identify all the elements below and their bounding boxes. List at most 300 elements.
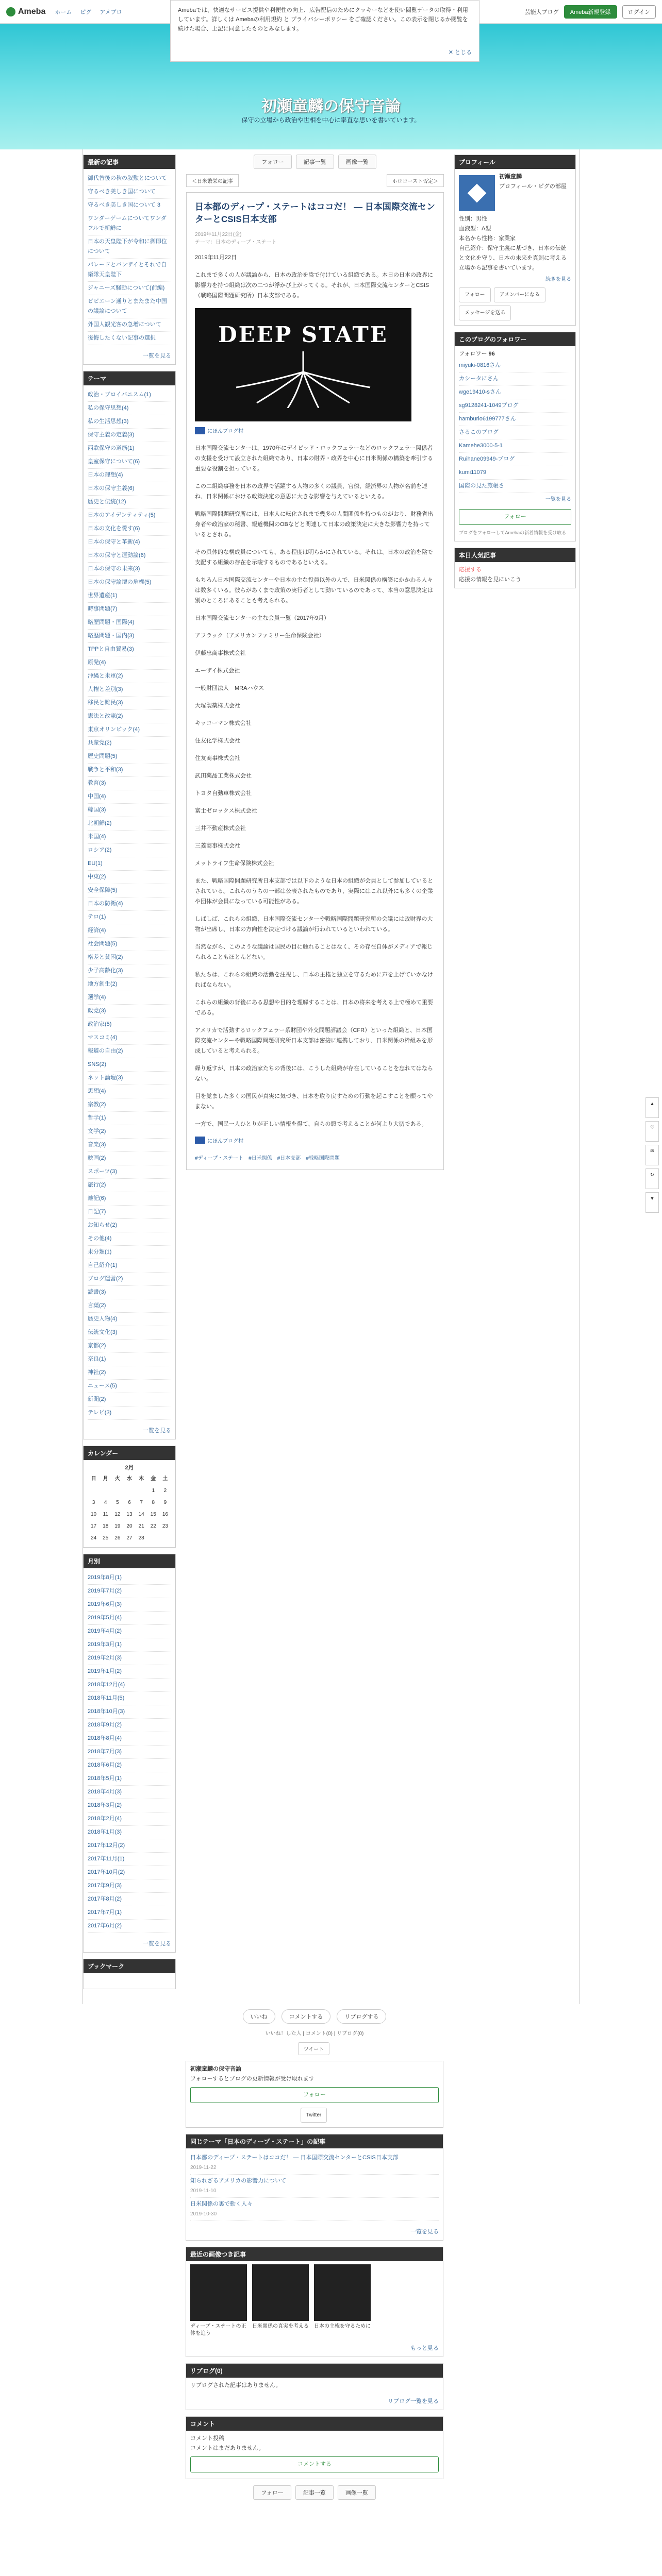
recent-item[interactable] — [88, 172, 171, 185]
archive-item[interactable] — [88, 1745, 171, 1759]
theme-item[interactable] — [88, 643, 171, 656]
theme-item-link[interactable]: 教育(3) — [88, 780, 106, 786]
theme-item-link[interactable]: 日本の文化を愛す(6) — [88, 526, 140, 532]
theme-item[interactable] — [88, 1072, 171, 1085]
theme-item[interactable] — [88, 737, 171, 750]
recent-item-link[interactable]: 守るべき美しき国について — [88, 189, 156, 195]
follower-item[interactable] — [459, 413, 571, 426]
blog-title[interactable]: 初瀬童麟の保守音論 — [261, 97, 401, 115]
theme-item-link[interactable]: 神社(2) — [88, 1369, 106, 1376]
archive-item[interactable] — [88, 1585, 171, 1598]
side-button[interactable]: ✉ — [646, 1145, 659, 1165]
calendar-day[interactable]: 9 — [163, 1500, 167, 1505]
image-thumb[interactable] — [190, 2264, 247, 2337]
same-theme-item[interactable] — [190, 2151, 439, 2175]
calendar-day[interactable]: 21 — [138, 1523, 144, 1529]
profile-more-link[interactable]: 続きを見る — [545, 277, 571, 282]
theme-item-link[interactable]: 歴史問題(5) — [88, 753, 118, 759]
follower-item[interactable] — [459, 439, 571, 453]
archive-item[interactable] — [88, 1679, 171, 1692]
theme-item[interactable] — [88, 442, 171, 455]
theme-item-link[interactable]: 哲学(1) — [88, 1115, 106, 1121]
follower-item[interactable] — [459, 466, 571, 480]
image-thumb[interactable] — [252, 2264, 309, 2337]
theme-item-link[interactable]: 言葉(2) — [88, 1302, 106, 1309]
theme-item[interactable] — [88, 1192, 171, 1206]
comment-button[interactable]: コメントする — [282, 2009, 331, 2024]
archive-item-link[interactable]: 2017年11月(1) — [88, 1856, 125, 1862]
recent-item-link[interactable]: ジャニーズ騒動について(前編) — [88, 285, 165, 291]
theme-item-link[interactable]: テレビ(3) — [88, 1410, 112, 1416]
follower-item[interactable] — [459, 372, 571, 386]
cookie-close-button[interactable]: ✕ とじる — [448, 49, 472, 56]
theme-more-link[interactable]: 一覧を見る — [143, 1428, 171, 1434]
follower-item-link[interactable]: Ruihane09949-ブログ — [459, 456, 515, 462]
archive-item-link[interactable]: 2018年10月(3) — [88, 1708, 125, 1715]
calendar-day[interactable]: 17 — [91, 1523, 97, 1529]
theme-item[interactable] — [88, 844, 171, 857]
tab-image-list[interactable]: 画像一覧 — [338, 155, 376, 169]
theme-item-link[interactable]: 原発(4) — [88, 659, 106, 666]
archive-item[interactable] — [88, 1826, 171, 1839]
theme-item[interactable] — [88, 589, 171, 603]
theme-item[interactable] — [88, 1018, 171, 1031]
theme-item[interactable] — [88, 777, 171, 790]
theme-item[interactable] — [88, 1005, 171, 1018]
theme-item-link[interactable]: 未分類(1) — [88, 1249, 112, 1255]
theme-item[interactable] — [88, 1058, 171, 1072]
theme-item[interactable] — [88, 1299, 171, 1313]
calendar-day[interactable]: 3 — [92, 1500, 95, 1505]
theme-item-link[interactable]: 略歴問題・国内(3) — [88, 633, 135, 639]
archive-item-link[interactable]: 2019年3月(1) — [88, 1641, 122, 1648]
profile-name[interactable]: 初瀬童麟 — [499, 174, 522, 180]
tab-image-list[interactable]: 画像一覧 — [338, 2485, 376, 2500]
theme-item-link[interactable]: 東京オリンピック(4) — [88, 726, 140, 733]
theme-item[interactable] — [88, 603, 171, 616]
nav-pigg[interactable]: ピグ — [80, 9, 92, 15]
theme-item[interactable] — [88, 670, 171, 683]
theme-item[interactable] — [88, 1366, 171, 1380]
image-thumb[interactable] — [314, 2264, 371, 2337]
calendar-day[interactable]: 26 — [114, 1535, 121, 1541]
theme-item[interactable] — [88, 1139, 171, 1152]
archive-item[interactable] — [88, 1799, 171, 1812]
theme-item-link[interactable]: 旅行(2) — [88, 1182, 106, 1188]
archive-item[interactable] — [88, 1598, 171, 1612]
theme-item[interactable] — [88, 1313, 171, 1326]
theme-item-link[interactable]: 中国(4) — [88, 793, 106, 800]
recent-item[interactable] — [88, 259, 171, 282]
archive-item[interactable] — [88, 1732, 171, 1745]
theme-item[interactable] — [88, 402, 171, 415]
recent-item-link[interactable]: 守るべき美しき国について 3 — [88, 202, 160, 208]
archive-item-link[interactable]: 2017年7月(1) — [88, 1909, 122, 1916]
reblog-more[interactable]: リブログ一覧を見る — [388, 2398, 439, 2404]
nav-home[interactable]: ホーム — [55, 9, 72, 15]
theme-item[interactable] — [88, 871, 171, 884]
calendar-day[interactable]: 12 — [114, 1512, 121, 1517]
theme-item[interactable] — [88, 482, 171, 496]
theme-item-link[interactable]: ブログ運営(2) — [88, 1276, 123, 1282]
thumb-caption[interactable]: ディープ・ステートの正体を追う — [190, 2324, 246, 2336]
tab-entry-list[interactable]: 記事一覧 — [295, 2485, 334, 2500]
follower-item-link[interactable]: kumi11079 — [459, 469, 486, 476]
follower-item-link[interactable]: さるこのブログ — [459, 429, 499, 435]
theme-item-link[interactable]: 自己紹介(1) — [88, 1262, 118, 1268]
theme-item-link[interactable]: 日本の保守と運動論(6) — [88, 552, 146, 558]
theme-item[interactable] — [88, 817, 171, 831]
calendar-day[interactable]: 22 — [150, 1523, 156, 1529]
calendar-day[interactable]: 8 — [152, 1500, 155, 1505]
theme-item[interactable] — [88, 656, 171, 670]
theme-item-link[interactable]: 安全保障(5) — [88, 887, 118, 893]
theme-item-link[interactable]: 格差と貧困(2) — [88, 954, 123, 960]
hashtag[interactable]: #日本支部 — [277, 1156, 301, 1161]
tab-entry-list[interactable]: 記事一覧 — [296, 155, 334, 169]
theme-item-link[interactable]: 日本の保守論壇の危機(5) — [88, 579, 152, 585]
theme-item[interactable] — [88, 964, 171, 978]
theme-item-link[interactable]: 沖縄と米軍(2) — [88, 673, 123, 679]
theme-item[interactable] — [88, 1085, 171, 1098]
theme-item-link[interactable]: 少子高齢化(3) — [88, 968, 123, 974]
calendar-day[interactable]: 27 — [126, 1535, 133, 1541]
theme-item[interactable] — [88, 951, 171, 964]
theme-item[interactable] — [88, 522, 171, 536]
theme-item[interactable] — [88, 924, 171, 938]
theme-item[interactable] — [88, 1112, 171, 1125]
same-theme-link[interactable]: 知られざるアメリカの影響力について — [190, 2178, 287, 2184]
theme-item-link[interactable]: 中東(2) — [88, 874, 106, 880]
theme-item-link[interactable]: 政治家(5) — [88, 1021, 112, 1027]
theme-item[interactable] — [88, 1152, 171, 1165]
follower-item[interactable] — [459, 386, 571, 399]
recent-more-link[interactable]: 一覧を見る — [143, 353, 171, 359]
side-button[interactable]: ▲ — [646, 1097, 659, 1118]
theme-item-link[interactable]: 読書(3) — [88, 1289, 106, 1295]
calendar-day[interactable]: 24 — [91, 1535, 97, 1541]
theme-item-link[interactable]: 新聞(2) — [88, 1396, 106, 1402]
profile-sub[interactable]: ブロフィール・ピグの部屋 — [499, 183, 567, 190]
theme-item-link[interactable]: お知らせ(2) — [88, 1222, 118, 1228]
calendar-day[interactable]: 10 — [91, 1512, 97, 1517]
theme-item-link[interactable]: SNS(2) — [88, 1061, 107, 1067]
archive-item[interactable] — [88, 1625, 171, 1638]
same-theme-link[interactable]: 日本都のディープ・ステートはココだ！ ― 日本国際交流センターとCSIS日本支部 — [190, 2155, 399, 2161]
recent-item[interactable] — [88, 318, 171, 332]
recent-item-link[interactable]: ビビエーン通りとまたまた中国の議論について — [88, 298, 167, 314]
follower-item-link[interactable]: Kamehe3000-5-1 — [459, 443, 503, 449]
theme-item[interactable] — [88, 509, 171, 522]
archive-item[interactable] — [88, 1839, 171, 1853]
recent-item[interactable] — [88, 235, 171, 259]
archive-item[interactable] — [88, 1853, 171, 1866]
recent-item-link[interactable]: 後悔したくない記事の選択 — [88, 335, 156, 341]
archive-item[interactable] — [88, 1906, 171, 1920]
archive-item-link[interactable]: 2018年9月(2) — [88, 1722, 122, 1728]
theme-item-link[interactable]: 米国(4) — [88, 834, 106, 840]
calendar-day[interactable]: 5 — [116, 1500, 119, 1505]
theme-item-link[interactable]: 文学(2) — [88, 1128, 106, 1134]
hashtag[interactable]: #戦略国際問題 — [306, 1156, 340, 1161]
theme-item[interactable] — [88, 911, 171, 924]
theme-item[interactable] — [88, 710, 171, 723]
follower-item-link[interactable]: miyuki-0816さん — [459, 362, 501, 368]
theme-item-link[interactable]: 政党(3) — [88, 1008, 106, 1014]
theme-item-link[interactable]: 時事問題(7) — [88, 606, 118, 612]
signup-button[interactable]: Ameba新規登録 — [564, 5, 617, 19]
theme-item-link[interactable]: マスコミ(4) — [88, 1035, 118, 1041]
calendar-day[interactable]: 6 — [128, 1500, 131, 1505]
recent-item-link[interactable]: ワンダーゲームについてワンダフルで新鮮に — [88, 215, 167, 231]
tab-follow[interactable]: フォロー — [254, 155, 291, 169]
archive-item-link[interactable]: 2019年5月(4) — [88, 1615, 122, 1621]
thumb-caption[interactable]: 日米関係の真実を考える — [252, 2324, 309, 2329]
archive-item[interactable] — [88, 1759, 171, 1772]
follower-item-link[interactable]: sg9128241-1049ブログ — [459, 402, 519, 409]
archive-item[interactable] — [88, 1652, 171, 1665]
hashtag[interactable]: #ディープ・ステート — [195, 1156, 244, 1161]
recent-item[interactable] — [88, 282, 171, 295]
archive-item-link[interactable]: 2019年1月(2) — [88, 1668, 122, 1674]
theme-item-link[interactable]: 戦争と平和(3) — [88, 767, 123, 773]
follower-item[interactable] — [459, 480, 571, 493]
archive-item[interactable] — [88, 1665, 171, 1679]
follow-button[interactable]: フォロー — [459, 287, 491, 302]
theme-item-link[interactable]: 歴史と伝統(12) — [88, 499, 126, 505]
theme-item[interactable] — [88, 723, 171, 737]
follower-item[interactable] — [459, 426, 571, 439]
nav-ameblo[interactable]: アメブロ — [100, 9, 122, 15]
same-theme-item[interactable] — [190, 2175, 439, 2198]
theme-item[interactable] — [88, 1246, 171, 1259]
follow-big-button[interactable]: フォロー — [459, 509, 571, 525]
theme-item[interactable] — [88, 857, 171, 871]
theme-item[interactable] — [88, 1179, 171, 1192]
theme-item-link[interactable]: ニュース(5) — [88, 1383, 117, 1389]
recent-item-link[interactable]: 外国人観光客の急増について — [88, 321, 161, 328]
theme-item[interactable] — [88, 469, 171, 482]
calendar-day[interactable]: 20 — [126, 1523, 133, 1529]
theme-item[interactable] — [88, 388, 171, 402]
theme-item[interactable] — [88, 697, 171, 710]
like-button[interactable]: いいね — [243, 2009, 275, 2024]
calendar-day[interactable]: 1 — [152, 1488, 155, 1494]
theme-item[interactable] — [88, 1273, 171, 1286]
prev-entry-link[interactable]: ＜日米繁栄の記事 — [186, 174, 239, 187]
reblog-button[interactable]: リブログする — [337, 2009, 386, 2024]
blogmura-badge[interactable]: にほんブログ村 — [195, 427, 243, 434]
theme-item-link[interactable]: 雑記(6) — [88, 1195, 106, 1201]
archive-item[interactable] — [88, 1705, 171, 1719]
calendar-day[interactable]: 4 — [104, 1500, 107, 1505]
theme-item-link[interactable]: 保守主義の定義(3) — [88, 432, 135, 438]
theme-item[interactable] — [88, 415, 171, 429]
theme-item-link[interactable]: 皇室保守について(6) — [88, 459, 140, 465]
theme-item[interactable] — [88, 1406, 171, 1420]
ameba-logo[interactable]: Ameba — [6, 7, 45, 16]
theme-item-link[interactable]: 政治・ブロイバニスム(1) — [88, 392, 151, 398]
theme-item-link[interactable]: 選挙(4) — [88, 994, 106, 1001]
theme-item[interactable] — [88, 1165, 171, 1179]
archive-item-link[interactable]: 2019年7月(2) — [88, 1588, 122, 1594]
archive-item[interactable] — [88, 1812, 171, 1826]
archive-item-link[interactable]: 2018年7月(3) — [88, 1749, 122, 1755]
archive-item[interactable] — [88, 1920, 171, 1933]
recent-item[interactable] — [88, 332, 171, 345]
theme-item-link[interactable]: 映画(2) — [88, 1155, 106, 1161]
archive-more-link[interactable]: 一覧を見る — [143, 1941, 171, 1947]
tab-follow[interactable]: フォロー — [253, 2485, 291, 2500]
archive-item-link[interactable]: 2018年12月(4) — [88, 1682, 125, 1688]
theme-item-link[interactable]: 報道の自由(2) — [88, 1048, 123, 1054]
theme-item[interactable] — [88, 1340, 171, 1353]
follower-item-link[interactable]: wge19410-sさん — [459, 389, 501, 395]
twitter-button[interactable]: Twitter — [301, 2108, 327, 2123]
recent-item[interactable] — [88, 295, 171, 318]
theme-item-link[interactable]: 地方創生(2) — [88, 981, 118, 987]
theme-item[interactable] — [88, 683, 171, 697]
image-more[interactable]: もっと見る — [410, 2345, 439, 2351]
archive-item[interactable] — [88, 1638, 171, 1652]
celebrity-blog-link[interactable]: 芸能人ブログ — [524, 9, 559, 15]
calendar-day[interactable]: 19 — [114, 1523, 121, 1529]
archive-item-link[interactable]: 2017年9月(3) — [88, 1883, 122, 1889]
calendar-day[interactable]: 7 — [140, 1500, 143, 1505]
calendar-day[interactable]: 14 — [138, 1512, 144, 1517]
thumb-image[interactable] — [252, 2264, 309, 2321]
side-button[interactable]: ♡ — [646, 1121, 659, 1142]
login-button[interactable]: ログイン — [622, 5, 656, 19]
archive-item-link[interactable]: 2019年6月(3) — [88, 1601, 122, 1607]
theme-item-link[interactable]: 移民と難民(3) — [88, 700, 123, 706]
theme-item-link[interactable]: 共産党(2) — [88, 740, 112, 746]
recent-item[interactable] — [88, 199, 171, 212]
theme-item-link[interactable]: 宗教(2) — [88, 1101, 106, 1108]
calendar-day[interactable]: 2 — [163, 1488, 167, 1494]
theme-item-link[interactable]: 人権と差別(3) — [88, 686, 123, 692]
theme-item[interactable] — [88, 790, 171, 804]
archive-item-link[interactable]: 2017年12月(2) — [88, 1842, 125, 1849]
theme-item-link[interactable]: ネット論壇(3) — [88, 1075, 123, 1081]
archive-item[interactable] — [88, 1772, 171, 1786]
theme-item-link[interactable]: 日本の保守と革新(4) — [88, 539, 140, 545]
theme-item-link[interactable]: 経済(4) — [88, 927, 106, 934]
theme-item[interactable] — [88, 549, 171, 563]
recent-item[interactable] — [88, 185, 171, 199]
blogmura-badge-bottom[interactable]: にほんブログ村 — [195, 1137, 243, 1144]
follower-item-link[interactable]: hamburlo6199777さん — [459, 416, 516, 422]
follower-item[interactable] — [459, 359, 571, 372]
theme-item[interactable] — [88, 804, 171, 817]
theme-item[interactable] — [88, 616, 171, 630]
calendar-day[interactable]: 28 — [138, 1535, 144, 1541]
theme-item-link[interactable]: 日本の保守主義(6) — [88, 485, 135, 492]
recent-item-link[interactable]: 御代替後の秋の叙勲とについて — [88, 175, 167, 181]
hashtag[interactable]: #日米関係 — [249, 1156, 272, 1161]
archive-item-link[interactable]: 2018年1月(3) — [88, 1829, 122, 1835]
theme-item[interactable] — [88, 1380, 171, 1393]
theme-item-link[interactable]: 日本の防衛(4) — [88, 901, 123, 907]
calendar-day[interactable]: 16 — [162, 1512, 168, 1517]
theme-item-link[interactable]: 日本のアイデンティティ(5) — [88, 512, 156, 518]
theme-item[interactable] — [88, 630, 171, 643]
archive-item-link[interactable]: 2017年6月(2) — [88, 1923, 122, 1929]
profile-image[interactable] — [459, 175, 495, 211]
theme-item-link[interactable]: 西欧保守の道筋(1) — [88, 445, 135, 451]
theme-item[interactable] — [88, 1353, 171, 1366]
theme-item-link[interactable]: 憲法と改憲(2) — [88, 713, 123, 719]
followers-more-link[interactable]: 一覧を見る — [545, 497, 571, 502]
calendar-day[interactable]: 23 — [162, 1523, 168, 1529]
same-theme-item[interactable] — [190, 2198, 439, 2221]
theme-item[interactable] — [88, 576, 171, 589]
theme-item-link[interactable]: 韓国(3) — [88, 807, 106, 813]
theme-item[interactable] — [88, 536, 171, 549]
theme-item-link[interactable]: 奈良(1) — [88, 1356, 106, 1362]
thumb-caption[interactable]: 日本の主権を守るために — [314, 2324, 371, 2329]
follower-item[interactable] — [459, 399, 571, 413]
calendar-day[interactable]: 11 — [103, 1512, 108, 1517]
theme-item-link[interactable]: 私の保守思想(4) — [88, 405, 129, 411]
theme-item[interactable] — [88, 455, 171, 469]
archive-item-link[interactable]: 2019年2月(3) — [88, 1655, 122, 1661]
calendar-day[interactable]: 25 — [103, 1535, 109, 1541]
theme-item-link[interactable]: 思想(4) — [88, 1088, 106, 1094]
theme-item[interactable] — [88, 1045, 171, 1058]
archive-item-link[interactable]: 2018年8月(4) — [88, 1735, 122, 1741]
archive-item-link[interactable]: 2017年8月(2) — [88, 1896, 122, 1902]
calendar-day[interactable]: 18 — [103, 1523, 109, 1529]
tweet-button[interactable]: ツイート — [298, 2042, 330, 2055]
theme-item-link[interactable]: ロシア(2) — [88, 847, 112, 853]
theme-item[interactable] — [88, 831, 171, 844]
recent-item-link[interactable]: パレードとバンザイとそれで自衛隊天皇陛下 — [88, 262, 167, 278]
theme-item-link[interactable]: 世界遺産(1) — [88, 592, 118, 599]
archive-item[interactable] — [88, 1719, 171, 1732]
theme-item[interactable] — [88, 991, 171, 1005]
archive-item[interactable] — [88, 1612, 171, 1625]
archive-item-link[interactable]: 2017年10月(2) — [88, 1869, 125, 1875]
theme-item[interactable] — [88, 884, 171, 897]
entry-theme[interactable]: テーマ：日本のディープ・ステート — [195, 240, 277, 245]
calendar-day[interactable]: 13 — [126, 1512, 133, 1517]
theme-item-link[interactable]: テロ(1) — [88, 914, 106, 920]
archive-item[interactable] — [88, 1879, 171, 1893]
theme-item-link[interactable]: 略歴問題・国際(4) — [88, 619, 135, 625]
next-entry-link[interactable]: ホロコースト否定＞ — [387, 174, 444, 187]
archive-item-link[interactable]: 2018年5月(1) — [88, 1775, 122, 1782]
theme-item[interactable] — [88, 429, 171, 442]
recent-item[interactable] — [88, 212, 171, 235]
theme-item-link[interactable]: 音楽(3) — [88, 1142, 106, 1148]
side-button[interactable]: ▼ — [646, 1192, 659, 1213]
theme-item[interactable] — [88, 1219, 171, 1232]
theme-item[interactable] — [88, 563, 171, 576]
theme-item[interactable] — [88, 1031, 171, 1045]
ad-text[interactable]: 応援する — [459, 567, 482, 573]
theme-item[interactable] — [88, 1125, 171, 1139]
archive-item-link[interactable]: 2018年6月(2) — [88, 1762, 122, 1768]
archive-item[interactable] — [88, 1571, 171, 1585]
archive-item[interactable] — [88, 1866, 171, 1879]
follower-item[interactable] — [459, 453, 571, 466]
theme-item[interactable] — [88, 1286, 171, 1299]
theme-item-link[interactable]: 伝統文化(3) — [88, 1329, 118, 1335]
theme-item-link[interactable]: 日記(7) — [88, 1209, 106, 1215]
theme-item[interactable] — [88, 496, 171, 509]
followbox-name[interactable]: 初瀬童麟の保守音論 — [190, 2066, 241, 2072]
